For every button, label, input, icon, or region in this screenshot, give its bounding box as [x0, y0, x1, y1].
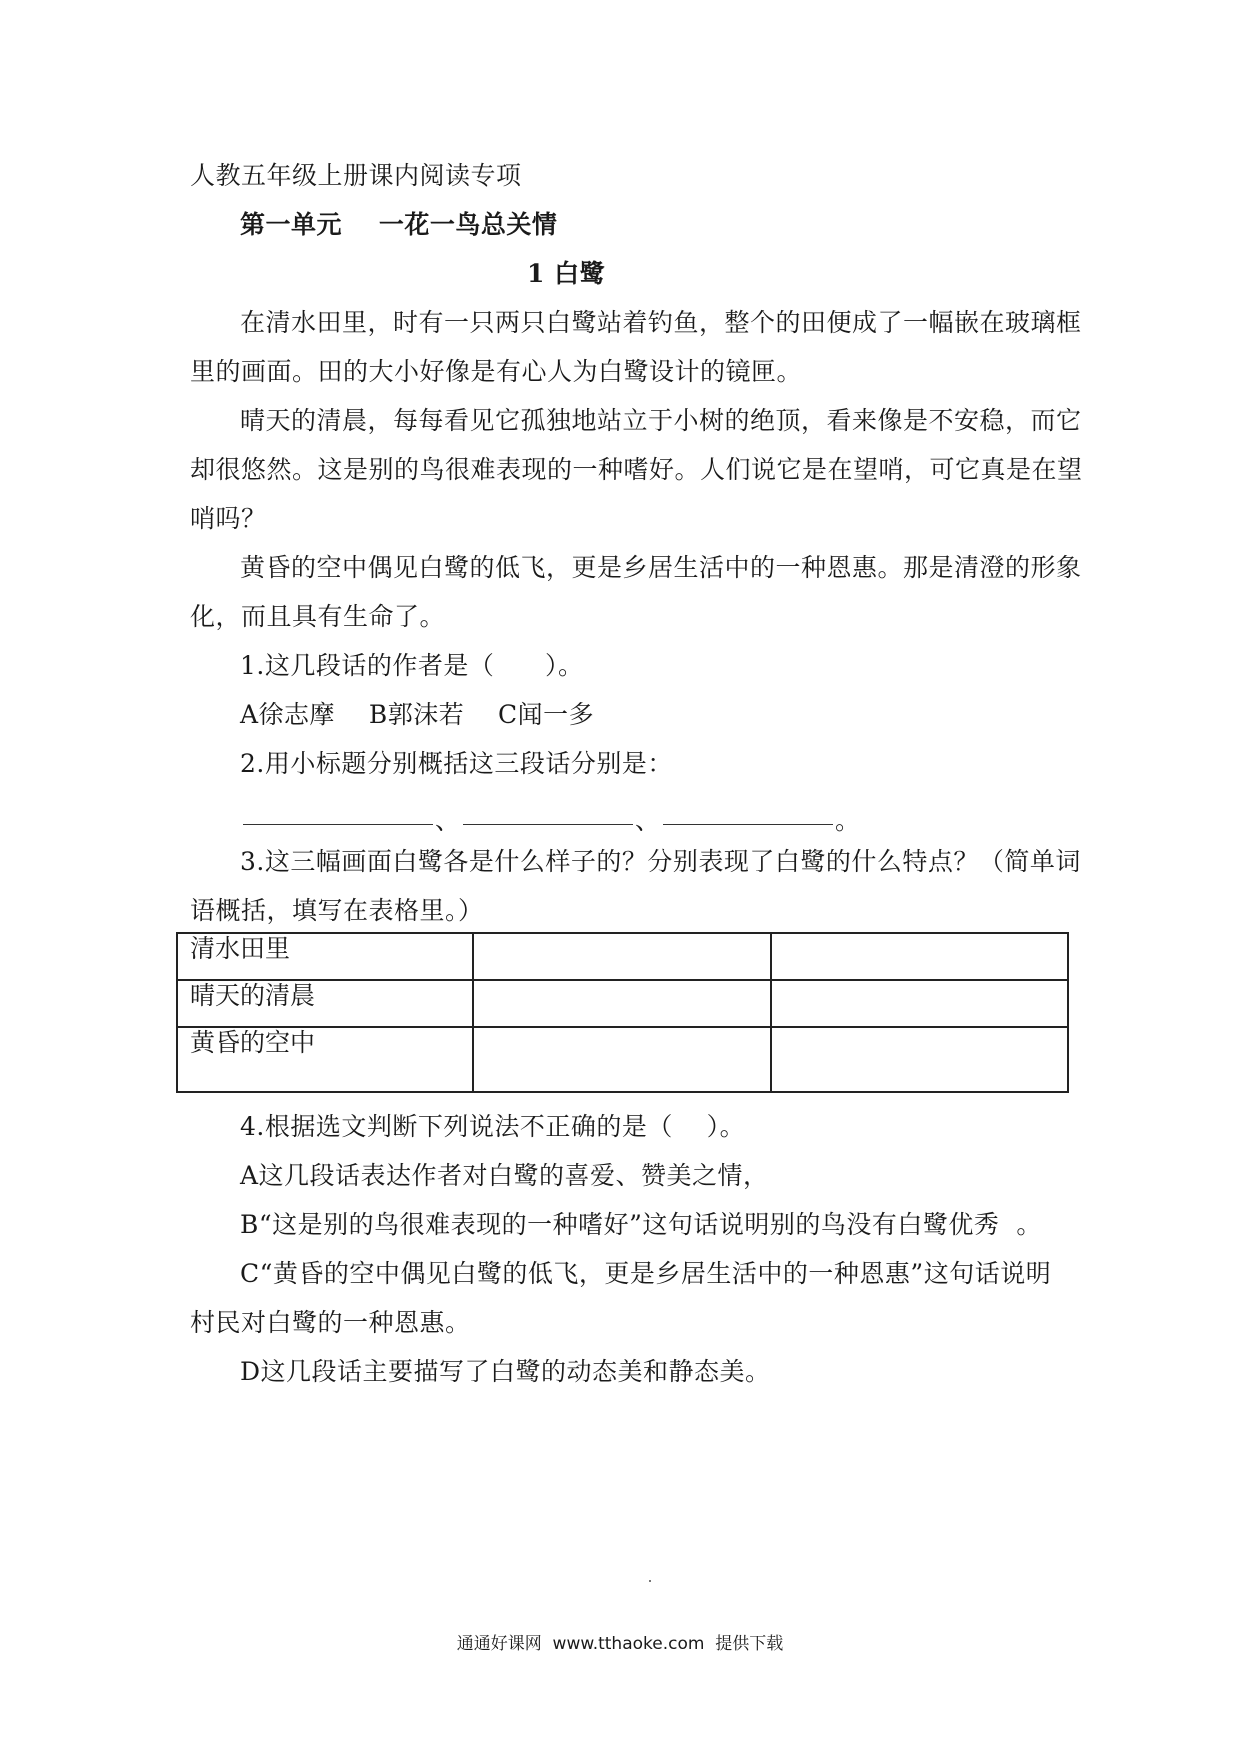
table-row-label: 黄昏的空中 [177, 1027, 473, 1092]
table-cell[interactable] [473, 933, 770, 980]
table-cell[interactable] [771, 1027, 1068, 1092]
passage-line: 里的画面。田的大小好像是有心人为白鹭设计的镜匣。 [190, 357, 803, 386]
passage-line: 晴天的清晨，每每看见它孤独地站立于小树的绝顶，看来像是不安稳，而它 [240, 406, 1082, 435]
table-row-label: 晴天的清晨 [177, 980, 473, 1027]
doc-title: 人教五年级上册课内阅读专项 [190, 161, 522, 190]
question-4-option-d: D这几段话主要描写了白鹭的动态美和静态美。 [240, 1357, 771, 1386]
question-4-option-c: C“黄昏的空中偶见白鹭的低飞，更是乡居生活中的一种恩惠”这句话说明 [240, 1259, 1052, 1288]
blank-separator: 、 [435, 806, 461, 835]
passage-line: 却很悠然。这是别的鸟很难表现的一种嗜好。人们说它是在望哨，可它真是在望 [190, 455, 1083, 484]
table-cell[interactable] [771, 933, 1068, 980]
lesson-title: 1 白鹭 [527, 259, 606, 288]
blank-end: 。 [835, 806, 861, 835]
table-cell[interactable] [473, 1027, 770, 1092]
unit-title: 第一单元 一花一鸟总关情 [240, 210, 558, 239]
question-4-option-b: B“这是别的鸟很难表现的一种嗜好”这句话说明别的鸟没有白鹭优秀 。 [240, 1210, 1042, 1239]
page-footer: 通通好课网 www.tthaoke.com 提供下载 [456, 1634, 784, 1654]
answer-blank[interactable] [463, 824, 633, 825]
question-4-option-c-cont: 村民对白鹭的一种恩惠。 [190, 1308, 471, 1337]
question-2-blanks [243, 804, 863, 838]
table-row [177, 933, 1068, 980]
passage-line: 哨吗？ [190, 504, 267, 533]
question-3-cont: 语概括，填写在表格里。） [190, 896, 484, 925]
table-row [177, 980, 1068, 1027]
question-1-options: A徐志摩 B郭沫若 C闻一多 [240, 700, 595, 729]
question-1: 1.这几段话的作者是（ ）。 [240, 651, 584, 680]
passage-line: 在清水田里，时有一只两只白鹭站着钓鱼，整个的田便成了一幅嵌在玻璃框 [240, 308, 1082, 337]
question-3: 3.这三幅画面白鹭各是什么样子的？分别表现了白鹭的什么特点？（简单词 [240, 847, 1081, 876]
question-4-option-a: A这几段话表达作者对白鹭的喜爱、赞美之情， [240, 1161, 769, 1190]
blank-separator: 、 [635, 806, 661, 835]
table-row-label: 清水田里 [177, 933, 473, 980]
table-cell[interactable] [771, 980, 1068, 1027]
passage-line: 化，而且具有生命了。 [190, 602, 446, 631]
question-2: 2.用小标题分别概括这三段话分别是： [240, 749, 673, 778]
answer-blank[interactable] [243, 824, 433, 825]
table-row [177, 1027, 1068, 1092]
question-4: 4.根据选文判断下列说法不正确的是（ ）。 [240, 1112, 746, 1141]
footer-dot [649, 1580, 651, 1582]
answer-blank[interactable] [663, 824, 833, 825]
table-cell[interactable] [473, 980, 770, 1027]
answer-table [176, 932, 1069, 1093]
passage-line: 黄昏的空中偶见白鹭的低飞，更是乡居生活中的一种恩惠。那是清澄的形象 [240, 553, 1082, 582]
